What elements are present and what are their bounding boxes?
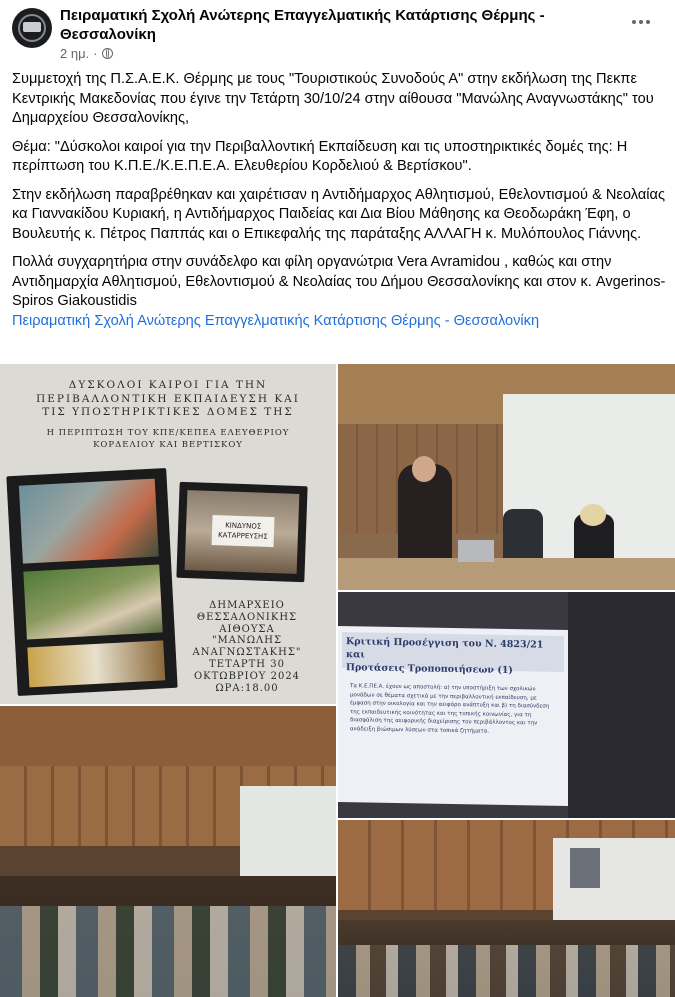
slide-screen xyxy=(338,626,568,806)
slide-title-line: Κριτική Προσέγγιση του Ν. 4823/21 και xyxy=(346,636,544,661)
event-poster-photo[interactable] xyxy=(0,364,336,704)
venue-line: "ΜΑΝΩΛΗΣ xyxy=(211,635,283,647)
poster-venue xyxy=(158,600,336,694)
meta-separator: · xyxy=(93,46,98,61)
photo-grid xyxy=(0,364,675,997)
danger-sign xyxy=(212,515,275,547)
post-header xyxy=(0,0,675,64)
audience-people xyxy=(338,945,675,997)
more-options-button[interactable] xyxy=(626,10,656,34)
danger-sign-line: ΚΑΤΑΡΡΕΥΣΗΣ xyxy=(217,531,268,541)
venue-line: ΑΙΘΟΥΣΑ xyxy=(219,623,275,635)
dot xyxy=(639,20,643,24)
venue-line: ΘΕΣΣΑΛΟΝΙΚΗΣ xyxy=(196,611,298,623)
poster-title-line: ΔΥΣΚΟΛΟΙ ΚΑΙΡΟΙ ΓΙΑ ΤΗΝ xyxy=(68,379,268,391)
poster-subtitle xyxy=(0,427,336,451)
paragraph-4: Πολλά συγχαρητήρια στην συνάδελφο και φίλη οργανώτρια Vera Avramidou , καθώς και στην Αντιδημαρχία Αθλητισμού, Εθελοντισμού & Νεολαίας του Δήμου Θεσσαλονίκης και στον κ. Avgerinos-Spiros Giakoustidis xyxy=(12,254,666,309)
laptop xyxy=(458,540,494,562)
children-photo xyxy=(19,479,159,564)
venue-line: ΔΗΜΑΡΧΕΙΟ xyxy=(209,600,285,611)
poster-title-line: ΤΙΣ ΥΠΟΣΤΗΡΙΚΤΙΚΕΣ ΔΟΜΕΣ ΤΗΣ xyxy=(42,406,294,418)
film-strip-right xyxy=(176,482,307,582)
students-outdoor-photo xyxy=(23,564,162,639)
poster-title xyxy=(0,379,336,420)
audience-photo-right[interactable] xyxy=(338,820,675,997)
audience-photo-left[interactable] xyxy=(0,706,336,997)
page-mention-link[interactable]: Πειραματική Σχολή Ανώτερης Επαγγελματικής Κατάρτισης Θέρμης - Θεσσαλονίκη xyxy=(12,312,540,329)
poster-title-line: ΠΕΡΙΒΑΛΛΟΝΤΙΚΗ ΕΚΠΑΙΔΕΥΣΗ ΚΑΙ xyxy=(36,392,300,405)
danger-sign-line: ΚΙΝΔΥΝΟΣ xyxy=(225,521,262,531)
post-meta xyxy=(60,46,113,61)
venue-line: ΟΚΤΩΒΡΙΟΥ 2024 xyxy=(193,670,301,682)
venue-line: ΤΕΤΑΡΤΗ 30 xyxy=(209,658,285,670)
paragraph-2: Θέμα: "Δύσκολοι καιροί για την Περιβαλλοντική Εκπαίδευση και τις υποστηρικτικές δομές της: Η περίπτωση του Κ.Π.Ε./Κ.Ε.Π.Ε.Α. Ελευθερίου Κορδελιού & Βερτίσκου". xyxy=(12,138,628,174)
dot xyxy=(646,20,650,24)
venue-line: ΑΝΑΓΝΩΣΤΑΚΗΣ" xyxy=(192,647,302,659)
speakers-photo[interactable] xyxy=(338,364,675,590)
logo-mark xyxy=(23,22,41,32)
slide-title xyxy=(342,632,564,677)
more-horizontal-icon xyxy=(632,20,636,24)
audience-people xyxy=(0,906,336,997)
blonde-hair xyxy=(580,504,606,526)
group-photo xyxy=(27,640,165,687)
page-avatar[interactable] xyxy=(12,8,52,48)
page-name-link[interactable]: Πειραματική Σχολή Ανώτερης Επαγγελματικής Κατάρτισης Θέρμης - Θεσσαλονίκη xyxy=(60,7,545,43)
film-strip-left xyxy=(6,468,177,696)
panel-table xyxy=(338,558,675,590)
presentation-slide-photo[interactable] xyxy=(338,592,675,818)
venue-line: ΩΡΑ:18.00 xyxy=(215,682,279,694)
poster-subtitle-line: Η ΠΕΡΙΠΤΩΣΗ ΤΟΥ ΚΠΕ/ΚΕΠΕΑ ΕΛΕΥΘΕΡΙΟΥ xyxy=(46,428,290,438)
globe-icon xyxy=(102,48,113,59)
building-photo xyxy=(185,490,300,574)
slide-title-line: Προτάσεις Τροποποιήσεων (1) xyxy=(346,662,513,677)
slide-body: Τα Κ.Ε.ΠΕ.Α. έχουν ως αποστολή: α) την υποστήριξη των σχολικών μονάδων σε θέματα σχετικά με την περιβαλλοντική εκπαίδευση, με έμφαση στην οικολογία και την αειφόρο ανάπτυξη και β) τη διασύνδεση της εκπαιδευτικής κοινότητας και της τοπικής κοινωνίας, για τη διασφάλιση της αειφορικής διαχείρισης του περιβάλλοντος και την ανάδειξη βιώσιμων λύσεων στα τοπικά ζητήματα. xyxy=(350,683,550,735)
projected-image xyxy=(570,848,600,888)
post-text xyxy=(12,70,668,331)
paragraph-1: Συμμετοχή της Π.Σ.Α.Ε.Κ. Θέρμης με τους "Τουριστικούς Συνοδούς Α" στην εκδήλωση της Πεκπε Κεντρικής Μακεδονίας που έγινε την Τετάρτη 30/10/24 στην αίθουσα "Μανώλης Αναγνωστάκης" του Δημαρχείου Θεσσαλονίκης, xyxy=(12,71,654,126)
post-time[interactable]: 2 ημ. xyxy=(60,46,90,61)
paragraph-3: Στην εκδήλωση παραβρέθηκαν και χαιρέτισαν η Αντιδήμαρχος Αθλητισμού, Εθελοντισμού & Νεολαίας κα Γιαννακίδου Κυριακή, η Αντιδήμαρχος Παιδείας και Δια Βίου Μάθησης κα Θεοδωράκη Έφη, ο Βουλευτής κ. Πέτρος Παππάς και ο Επικεφαλής της παράταξης ΑΛΛΑΓΗ κ. Μυλόπουλος Γιάννης. xyxy=(12,186,665,242)
speaker-head xyxy=(412,456,436,482)
seated-man xyxy=(503,509,543,563)
dark-wall xyxy=(568,592,675,818)
poster-subtitle-line: ΚΟΡΔΕΛΙΟΥ ΚΑΙ ΒΕΡΤΙΣΚΟΥ xyxy=(93,440,243,450)
